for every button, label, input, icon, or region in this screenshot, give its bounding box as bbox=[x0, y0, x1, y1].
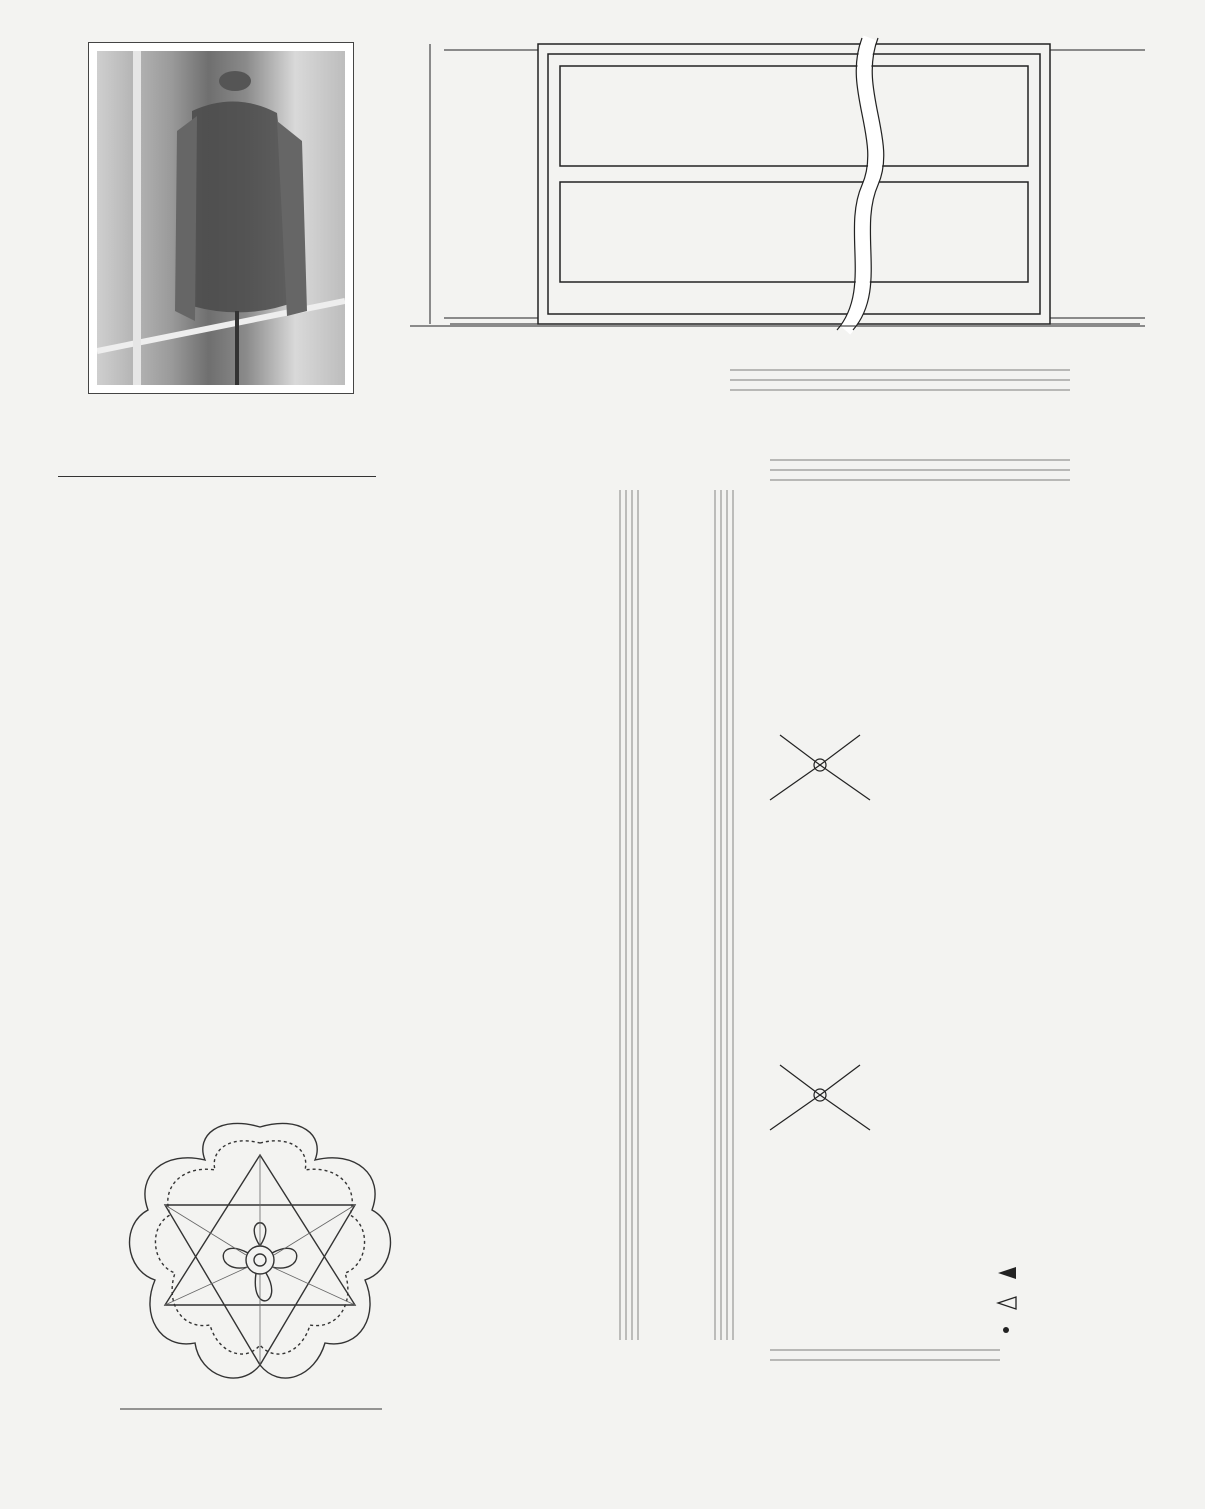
fringe-position-icon bbox=[1003, 1327, 1009, 1333]
vertical-stitch-lines bbox=[620, 490, 733, 1340]
break-mark bbox=[845, 38, 876, 330]
cut-yarn-icon bbox=[998, 1297, 1016, 1309]
mannequin-silhouette bbox=[97, 51, 345, 385]
photo-image bbox=[97, 51, 345, 385]
motif-center bbox=[246, 1246, 274, 1274]
motif-row-1 bbox=[560, 66, 1028, 166]
stitch-chart bbox=[570, 340, 1090, 1420]
motif-chart bbox=[110, 1115, 400, 1415]
shawl-schematic bbox=[410, 30, 1150, 340]
motif-petal bbox=[272, 1248, 297, 1268]
legend-symbols bbox=[996, 1265, 1020, 1345]
motif-row-2 bbox=[560, 182, 1028, 282]
horizontal-stitch-lines bbox=[730, 370, 1070, 1360]
motif-petal bbox=[223, 1248, 248, 1268]
title-divider bbox=[58, 476, 376, 477]
attach-yarn-icon bbox=[998, 1267, 1016, 1279]
shawl-photo bbox=[88, 42, 354, 394]
star-junctions bbox=[770, 735, 870, 1130]
motif-petal bbox=[255, 1273, 271, 1301]
